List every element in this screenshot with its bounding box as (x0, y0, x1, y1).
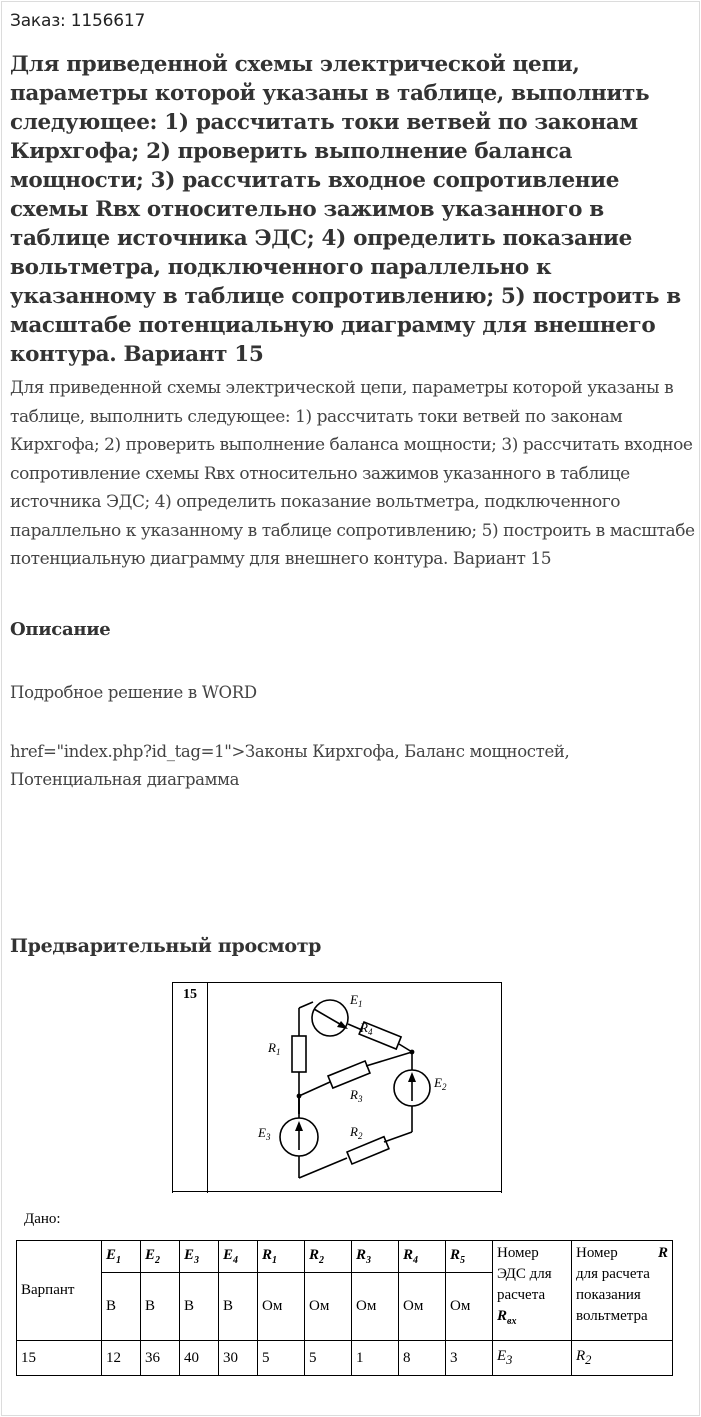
unit-cell: Ом (258, 1273, 305, 1341)
wire (366, 1052, 412, 1066)
col-header-r4: $R_4$ (399, 1241, 446, 1273)
label-r4: $R_4$ (360, 1020, 373, 1037)
unit-cell: В (102, 1273, 141, 1341)
label-e1: $E_1$ (350, 992, 363, 1009)
node-left (297, 1094, 302, 1099)
col-header-r5: $R_5$ (446, 1241, 493, 1273)
unit-cell: В (180, 1273, 219, 1341)
value-cell: 5 (305, 1341, 352, 1376)
emf-column-header: Номер ЭДС для расчета $R_{вх}$ (493, 1241, 572, 1341)
node-right (410, 1050, 415, 1055)
col-header-e2: $E_2$ (141, 1241, 180, 1273)
value-cell: 8 (399, 1341, 446, 1376)
col-header-e1: $E_1$ (102, 1241, 141, 1273)
order-number: Заказ: 1156617 (10, 11, 146, 31)
unit-cell: Ом (399, 1273, 446, 1341)
voltmeter-column-header: Номер R для расчета показания вольтметра (572, 1241, 673, 1341)
description-heading: Описание (10, 619, 111, 640)
unit-cell: В (141, 1273, 180, 1341)
value-cell: 1 (352, 1341, 399, 1376)
label-r1: $R_1$ (268, 1040, 281, 1057)
label-r3: $R_3$ (350, 1087, 363, 1104)
value-cell: 30 (219, 1341, 258, 1376)
col-header-r2: $R_2$ (305, 1241, 352, 1273)
label-e3: $E_3$ (258, 1125, 271, 1142)
col-header-r1: $R_1$ (258, 1241, 305, 1273)
description-text: Подробное решение в WORD (10, 683, 257, 702)
unit-cell: Ом (446, 1273, 493, 1341)
page-title: Для приведенной схемы электрической цепи, параметры которой указаны в таблице, выполнить следующее: 1) рассчитать токи ветвей по законам Кирхгофа; 2) проверить выполнение баланса мощности; 3) рассчитать входное сопротивление схемы Rвх относительно зажимов указанного в таблице источника ЭДС; 4) определить показание вольтметра, подключенного параллельно к указанному в таблице сопротивлению; 5) построить в масштабе потенциальную диаграмму для внешнего контура. Вариант 15 (10, 52, 681, 367)
col-header-r3: $R_3$ (352, 1241, 399, 1273)
tags-text: href="index.php?id_tag=1">Законы Кирхгофа, Баланс мощностей, Потенциальная диаграмма (10, 742, 570, 789)
parameters-table (16, 1240, 673, 1376)
unit-cell: Ом (352, 1273, 399, 1341)
emf-value: $E_3$ (493, 1341, 572, 1376)
label-r2: $R_2$ (350, 1124, 363, 1141)
unit-cell: В (219, 1273, 258, 1341)
wire (299, 1002, 313, 1008)
given-label: Дано: (24, 1211, 61, 1227)
value-cell: 3 (446, 1341, 493, 1376)
lead-paragraph: Для приведенной схемы электрической цепи, параметры которой указаны в таблице, выполнить следующее: 1) рассчитать токи ветвей по законам Кирхгофа; 2) проверить выполнение баланса мощности; 3) рассчитать входное сопротивление схемы Rвх относительно зажимов указанного в таблице источника ЭДС; 4) определить показание вольтметра, подключенного параллельно к указанному в таблице сопротивлению; 5) построить в масштабе потенциальную диаграмму для внешнего контура. Вариант 15 (10, 378, 695, 569)
resistor-value: $R_2$ (572, 1341, 673, 1376)
variant-header: Варпант (17, 1241, 102, 1341)
variant-value: 15 (17, 1341, 102, 1376)
value-cell: 36 (141, 1341, 180, 1376)
preview-heading: Предварительный просмотр (10, 935, 322, 957)
resistor-r3 (328, 1061, 370, 1088)
wire (299, 1082, 330, 1096)
value-cell: 12 (102, 1341, 141, 1376)
label-e2: $E_2$ (434, 1075, 447, 1092)
value-cell: 40 (180, 1341, 219, 1376)
circuit-diagram (172, 982, 502, 1194)
wire (384, 1132, 412, 1142)
wire (299, 1158, 347, 1178)
unit-cell: Ом (305, 1273, 352, 1341)
col-header-e3: $E_3$ (180, 1241, 219, 1273)
value-cell: 5 (258, 1341, 305, 1376)
resistor-r2 (347, 1137, 389, 1164)
resistor-r1 (292, 1036, 306, 1072)
col-header-e4: $E_4$ (219, 1241, 258, 1273)
scheme-number: 15 (183, 987, 197, 1002)
